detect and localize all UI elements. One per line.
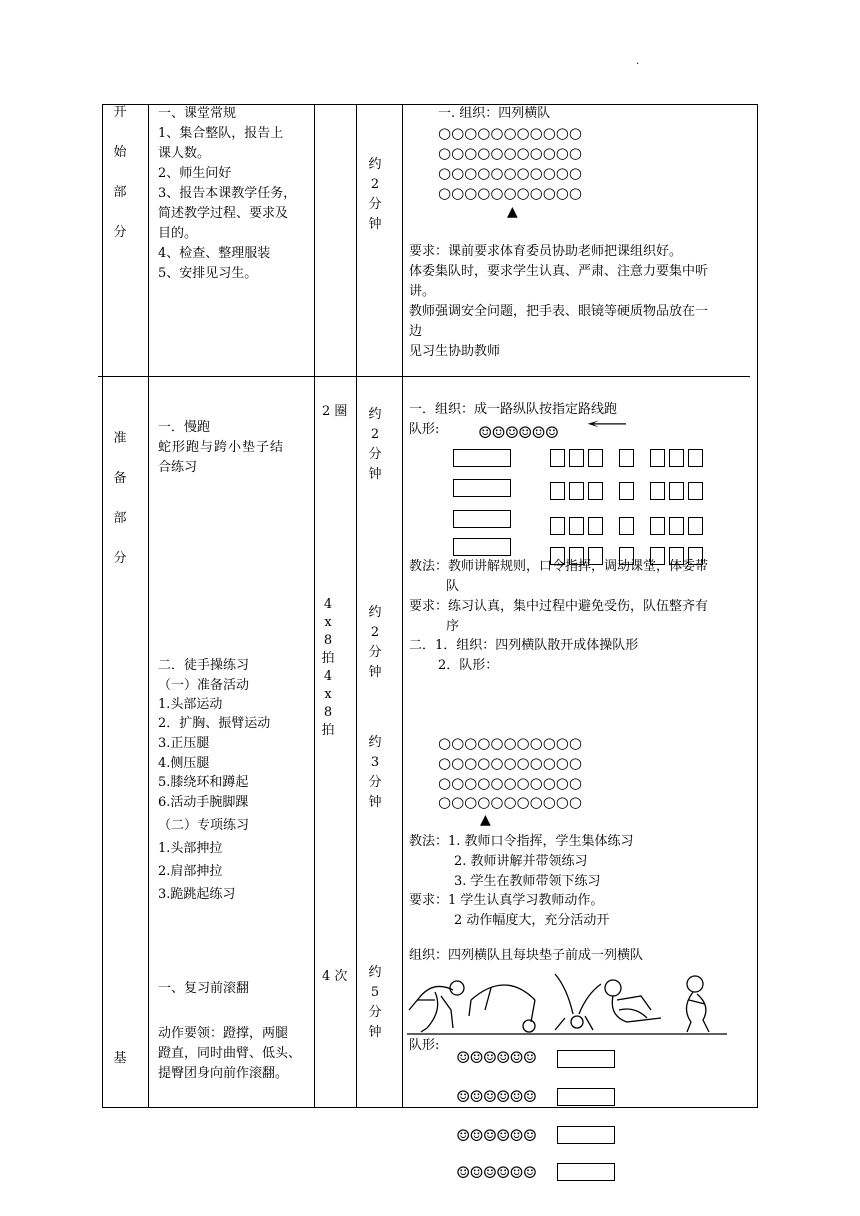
cal-time-2: 约 3 分 钟 (368, 735, 382, 810)
basic-desc-3: 提臀团身向前作滚翻。 (158, 1066, 289, 1081)
top-mark: . (636, 56, 640, 67)
jog-desc-2: 合练习 (158, 460, 198, 475)
basic-smiley-row-2: ☺☺☺☺☺☺ (456, 1087, 537, 1106)
mat-4 (453, 538, 511, 556)
basic-title: 一、复习前滚翻 (158, 981, 250, 996)
forward-roll-illustration (405, 970, 730, 1036)
mat-2 (453, 479, 511, 497)
cal-time-1: 约 2 分 钟 (368, 605, 382, 680)
jog-desc-1: 蛇形跑与跨小垫子结 (158, 440, 285, 455)
cone-row-1 (550, 449, 703, 467)
basic-smiley-row-3: ☺☺☺☺☺☺ (456, 1126, 537, 1145)
cal-org-1: 二．1．组织：四列横队散开成体操队形 (409, 638, 639, 653)
col-line-0 (102, 104, 103, 1107)
basic-mat-3 (557, 1126, 615, 1144)
basic-mat-2 (557, 1088, 615, 1106)
cal-org-2: 2．队形： (438, 658, 499, 673)
start-circle-row-1: ○○○○○○○○○○○ (438, 124, 582, 142)
jog-req-2: 序 (446, 619, 460, 634)
jog-org: 一．组织：成一路纵队按指定路线跑 (409, 402, 618, 417)
prep-circle-row-1: ○○○○○○○○○○○ (438, 734, 582, 752)
jog-count: 2 圈 (322, 404, 348, 419)
col-line-2 (314, 104, 315, 1107)
col-line-4 (402, 104, 403, 1107)
col-line-5 (757, 104, 758, 1107)
section-label-start: 开 始 部 分 (113, 105, 127, 240)
prep-teacher-triangle: ▲ (480, 812, 491, 828)
basic-time: 约 5 分 钟 (368, 965, 382, 1040)
cal-req-1: 要求：1 学生认真学习教师动作。 (409, 893, 604, 908)
table-bottom-border (102, 1107, 758, 1108)
start-circle-row-3: ○○○○○○○○○○○ (438, 164, 582, 182)
jog-smiley-row: ☺☺☺☺☺☺ (478, 423, 559, 442)
cal-title: 二．徒手操练习 (158, 658, 250, 673)
cal-req-2: 2 动作幅度大，充分活动开 (454, 913, 610, 928)
jog-title: 一．慢跑 (158, 420, 211, 435)
prep-circle-row-3: ○○○○○○○○○○○ (438, 774, 582, 792)
start-teacher-triangle: ▲ (507, 204, 518, 220)
start-time: 约 2 分 钟 (368, 157, 382, 232)
jog-formation-label: 队形: (409, 422, 440, 437)
mat-1 (453, 449, 511, 467)
section-label-prep: 准 备 部 分 (113, 431, 127, 566)
start-circle-row-2: ○○○○○○○○○○○ (438, 144, 582, 162)
section-divider (98, 376, 750, 377)
cal-teach-2: 2. 教师讲解并带领练习 (454, 854, 588, 869)
basic-smiley-row-1: ☺☺☺☺☺☺ (456, 1048, 537, 1067)
cone-row-3 (550, 517, 703, 535)
start-circle-row-4: ○○○○○○○○○○○ (438, 184, 582, 202)
basic-smiley-row-4: ☺☺☺☺☺☺ (456, 1163, 537, 1182)
cone-row-2 (550, 482, 703, 500)
jog-teach-1: 教法：教师讲解规则，口令指挥，调动课堂，体委带 (409, 559, 709, 574)
col-line-1 (148, 104, 149, 1107)
jog-teach-2: 队 (446, 579, 460, 594)
basic-formation-label: 队形: (409, 1038, 440, 1053)
basic-desc-2: 蹬直，同时曲臂、低头、 (158, 1046, 302, 1061)
start-org-title: 一. 组织：四列横队 (438, 106, 551, 121)
jog-time: 约 2 分 钟 (368, 407, 382, 482)
basic-count: 4 次 (322, 969, 348, 984)
section-label-basic: 基 (113, 1051, 127, 1066)
prep-circle-row-4: ○○○○○○○○○○○ (438, 793, 582, 811)
basic-desc-1: 动作要领：蹬撑，两腿 (158, 1026, 289, 1041)
cal-teach-1: 教法：1. 教师口令指挥，学生集体练习 (409, 834, 634, 849)
basic-mat-4 (557, 1163, 615, 1181)
mat-3 (453, 510, 511, 528)
prep-circle-row-2: ○○○○○○○○○○○ (438, 754, 582, 772)
col-line-3 (356, 104, 357, 1107)
basic-org: 组织：四列横队且每块垫子前成一列横队 (409, 948, 644, 963)
direction-arrow-icon: ← (586, 414, 629, 433)
cal-teach-3: 3. 学生在教师带领下练习 (454, 874, 601, 889)
jog-req-1: 要求：练习认真，集中过程中避免受伤，队伍整齐有 (409, 599, 709, 614)
basic-mat-1 (557, 1050, 615, 1068)
